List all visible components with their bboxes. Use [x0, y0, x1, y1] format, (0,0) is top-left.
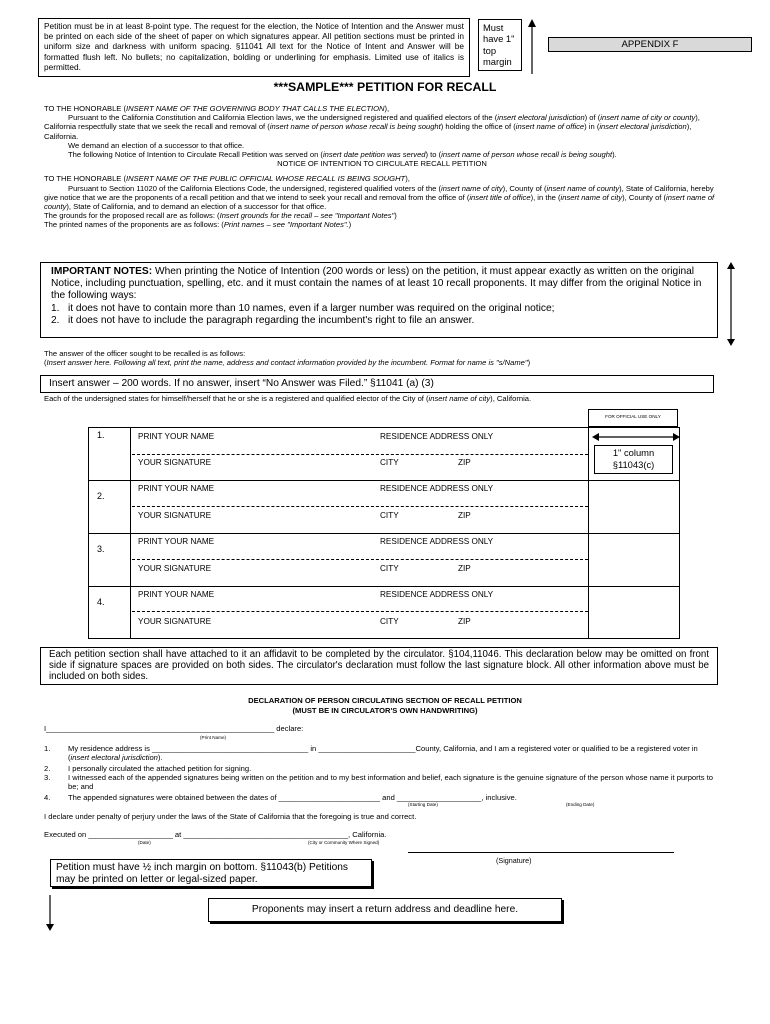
to-honorable-official: TO THE HONORABLE (INSERT NAME OF THE PUBLIC OFFICIAL WHOSE RECALL IS BEING SOUGHT),	[44, 174, 410, 184]
executed-line: Executed on ____________________ at _______________________________________, California.	[44, 830, 387, 839]
ending-date-caption: (Ending Date)	[566, 802, 595, 807]
declaration-item-1: 1. My residence address is _____________________________________ in _______________________County, California, and I am a registered voter or qualified to be a registered voter in (insert electoral jurisdiction).	[44, 744, 698, 763]
important-notes-box	[40, 262, 718, 338]
starting-date-caption: (Starting Date)	[408, 802, 438, 807]
perjury-statement: I declare under penalty of perjury under the laws of the State of California that the foregoing is true and correct.	[44, 812, 417, 821]
row-number: 2.	[97, 491, 105, 501]
column-width-arrow-icon	[592, 432, 680, 442]
signature-label: YOUR SIGNATURE	[138, 511, 212, 520]
zip-label: ZIP	[458, 564, 471, 573]
notice-heading: NOTICE OF INTENTION TO CIRCULATE RECALL PETITION	[277, 159, 487, 169]
declare-line: I______________________________________________________ declare:	[44, 724, 304, 733]
city-caption: (City or Community Where Signed)	[308, 840, 380, 845]
residence-label: RESIDENCE ADDRESS ONLY	[380, 537, 494, 546]
row-number: 4.	[97, 597, 105, 607]
to-honorable-governing: TO THE HONORABLE (INSERT NAME OF THE GOVERNING BODY THAT CALLS THE ELECTION),	[44, 104, 390, 113]
page-title: ***SAMPLE*** PETITION FOR RECALL	[273, 80, 497, 94]
vertical-double-arrow-icon	[725, 262, 737, 346]
signature-label: YOUR SIGNATURE	[138, 458, 212, 467]
official-use-label: FOR OFFICIAL USE ONLY	[588, 409, 678, 427]
zip-label: ZIP	[458, 617, 471, 626]
date-caption: (Date)	[138, 840, 151, 845]
print-name-label: PRINT YOUR NAME	[138, 432, 215, 441]
row-number: 3.	[97, 544, 105, 554]
affidavit-box: Each petition section shall have attached to it an affidavit to be completed by the circulator. §104,11046. This declaration below may be omitted on front side if signature spaces are provided on both sides. The circulator's declaration must follow the last signature block. All other information above must be included on both sides.	[40, 647, 718, 685]
important-notes-text: IMPORTANT NOTES: When printing the Notice of Intention (200 words or less) on the petition, it must appear exactly as written on the original Notice, including punctuation, spelling, etc. and it must contain the names of at least 10 recall proponents. It may differ from the original Notice in the following ways:	[51, 266, 702, 302]
each-undersigned-line: Each of the undersigned states for himself/herself that he or she is a registered and qualified elector of the City of (insert name of city), California.	[44, 394, 532, 403]
top-margin-arrow-icon	[526, 18, 540, 76]
signature-label: YOUR SIGNATURE	[138, 617, 212, 626]
top-instruction-text: Petition must be in at least 8-point type. The request for the election, the Notice of Intention and the Answer must be printed on each side of the sheet of paper on which signatures appear. All petition sections must be printed in uniform size and darkness with uniform spacing. §11041 All text for the Notice of Intent and Answer will be formatted flush left. No bullets; no capitalization, bolding or underlining for emphasis. Limited use of italics is permitted.	[44, 21, 464, 72]
top-instruction-box	[38, 18, 470, 77]
return-address-note: Proponents may insert a return address and deadline here.	[208, 898, 562, 922]
notice-paragraph: Pursuant to Section 11020 of the California Elections Code, the undersigned, registered qualified voters of the (insert name of city), County of (insert name of county), State of California, hereby give notice that we are the proponents of a recall petition and that we intend to seek your recall and removal from the office of (insert title of office), in the (insert name of city), County of (insert name of county), State of California, and to demand an election of a successor for that office.	[44, 183, 715, 212]
proponent-names-line: The printed names of the proponents are as follows: (Print names – see "Important Notes".)	[44, 220, 352, 230]
served-statement: The following Notice of Intention to Circulate Recall Petition was served on (insert date petition was served) to (insert name of person whose recall is being sought).	[68, 150, 617, 160]
zip-label: ZIP	[458, 458, 471, 467]
answer-section	[44, 349, 724, 367]
declaration-title: DECLARATION OF PERSON CIRCULATING SECTION OF RECALL PETITION (MUST BE IN CIRCULATOR'S OWN HANDWRITING)	[248, 696, 522, 715]
answer-line: The answer of the officer sought to be recalled is as follows:	[44, 349, 246, 358]
declaration-item-3: 3. I witnessed each of the appended signatures being written on the petition and to my best information and belief, each signature is the genuine signature of the person whose name it purports to be; and	[44, 773, 714, 792]
bottom-margin-note: Petition must have ½ inch margin on bottom. §11043(b) Petitions may be printed on letter or legal-sized paper.	[50, 859, 372, 887]
residence-label: RESIDENCE ADDRESS ONLY	[380, 432, 494, 441]
answer-instructions: (Insert answer here. Following all text, print the name, address and contact information provided by the incumbent. Format for name is "s/Name")	[44, 358, 531, 368]
recall-statement: Pursuant to the California Constitution and California Election laws, we the undersigned registered and qualified electors of the (insert electoral jurisdiction) of (insert name of city or county), California respectfully state that we seek the recall and removal of (insert name of person whose recall is being sought) holding the office of (insert name of office) in (insert electoral jurisdiction), California.	[44, 113, 700, 141]
top-margin-note: Must have 1" top margin	[478, 19, 522, 71]
column-note: 1" column §11043(c)	[594, 445, 673, 474]
appendix-label: APPENDIX F	[548, 37, 752, 52]
city-label: CITY	[380, 617, 399, 626]
print-name-caption: (Print Name)	[200, 735, 227, 740]
residence-label: RESIDENCE ADDRESS ONLY	[380, 590, 494, 599]
signature-label: YOUR SIGNATURE	[138, 564, 212, 573]
important-note-item: 2. it does not have to include the paragraph regarding the incumbent's right to file an answer.	[51, 314, 475, 326]
signature-caption: (Signature)	[496, 856, 532, 865]
petition-body	[44, 104, 720, 230]
residence-label: RESIDENCE ADDRESS ONLY	[380, 484, 494, 493]
row-number: 1.	[97, 430, 105, 440]
important-note-item: 1. it does not have to contain more than 10 names, even if a larger number was required on the original notice;	[51, 302, 555, 314]
print-name-label: PRINT YOUR NAME	[138, 590, 215, 599]
demand-statement: We demand an election of a successor to that office.	[68, 140, 245, 150]
city-label: CITY	[380, 564, 399, 573]
print-name-label: PRINT YOUR NAME	[138, 537, 215, 546]
city-label: CITY	[380, 511, 399, 520]
zip-label: ZIP	[458, 511, 471, 520]
declaration-item-2: 2. I personally circulated the attached petition for signing.	[44, 764, 252, 773]
bottom-margin-arrow-icon	[44, 895, 56, 933]
insert-answer-box: Insert answer – 200 words. If no answer, insert “No Answer was Filed.” §11041 (a) (3)	[40, 375, 714, 393]
declaration-item-4: 4. The appended signatures were obtained between the dates of ________________________ and ____________________, inclusive.	[44, 793, 517, 802]
grounds-line: The grounds for the proposed recall are as follows: (Insert grounds for the recall – see "Important Notes")	[44, 211, 397, 221]
print-name-label: PRINT YOUR NAME	[138, 484, 215, 493]
city-label: CITY	[380, 458, 399, 467]
